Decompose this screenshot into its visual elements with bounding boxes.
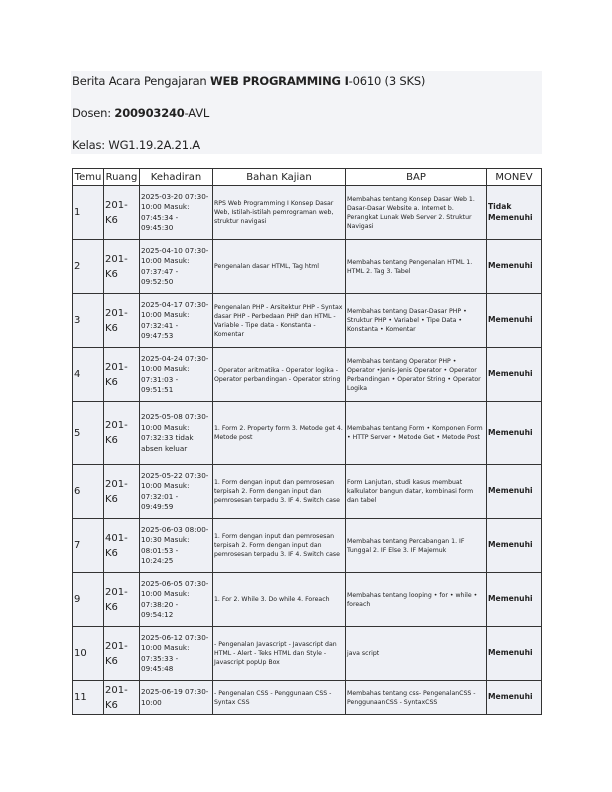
cell-monev: Memenuhi	[487, 627, 542, 681]
cell-bap: Membahas tentang Pengenalan HTML 1. HTML 2. Tag 3. Tabel	[346, 240, 487, 294]
table-row	[73, 519, 542, 573]
table-row	[73, 348, 542, 402]
cell-bahan-kajian: - Pengenalan Javascript - Javascript dan HTML - Alert - Teks HTML dan Style - Javascript popUp Box	[213, 627, 346, 681]
column-header-bahan-kajian: Bahan Kajian	[213, 169, 346, 186]
kelas-line: Kelas: WG1.19.2A.21.A	[72, 138, 200, 152]
cell-temu: 1	[73, 186, 104, 240]
dosen-label: Dosen:	[72, 106, 115, 120]
cell-temu: 3	[73, 294, 104, 348]
cell-monev: Memenuhi	[487, 294, 542, 348]
cell-bap: Membahas tentang looping • for • while • foreach	[346, 573, 487, 627]
cell-ruang: 201-K6	[104, 573, 140, 627]
cell-temu: 10	[73, 627, 104, 681]
cell-bap: java script	[346, 627, 487, 681]
cell-ruang: 201-K6	[104, 186, 140, 240]
cell-temu: 2	[73, 240, 104, 294]
cell-monev: Memenuhi	[487, 681, 542, 715]
cell-monev: Tidak Memenuhi	[487, 186, 542, 240]
course-suffix: -0610 (3 SKS)	[348, 74, 426, 88]
cell-kehadiran: 2025-05-08 07:30-10:00 Masuk: 07:32:33 tidak absen keluar	[140, 402, 213, 465]
cell-kehadiran: 2025-05-22 07:30-10:00 Masuk: 07:32:01 - 09:49:59	[140, 465, 213, 519]
page-title	[72, 74, 425, 88]
table-row	[73, 627, 542, 681]
cell-ruang: 201-K6	[104, 627, 140, 681]
cell-ruang: 201-K6	[104, 402, 140, 465]
cell-bahan-kajian: RPS Web Programming I Konsep Dasar Web, Istilah-istilah pemrograman web, struktur navigasi	[213, 186, 346, 240]
cell-bahan-kajian: 1. Form dengan input dan pemrosesan terpisah 2. Form dengan input dan pemrosesan terpadu 3. IF 4. Switch case	[213, 519, 346, 573]
cell-ruang: 201-K6	[104, 294, 140, 348]
column-header-kehadiran: Kehadiran	[140, 169, 213, 186]
dosen-suffix: -AVL	[184, 106, 210, 120]
attendance-table	[72, 168, 542, 715]
table-row	[73, 402, 542, 465]
table-row	[73, 573, 542, 627]
cell-temu: 6	[73, 465, 104, 519]
cell-bap: Membahas tentang Operator PHP • Operator •Jenis-Jenis Operator • Operator Perbandingan • Operator String • Operator Logika	[346, 348, 487, 402]
table-row	[73, 681, 542, 715]
column-header-monev: MONEV	[487, 169, 542, 186]
cell-monev: Memenuhi	[487, 402, 542, 465]
cell-kehadiran: 2025-06-12 07:30-10:00 Masuk: 07:35:33 - 09:45:48	[140, 627, 213, 681]
cell-ruang: 201-K6	[104, 681, 140, 715]
cell-kehadiran: 2025-06-19 07:30-10:00	[140, 681, 213, 715]
dosen-id: 200903240	[114, 106, 185, 120]
course-name: WEB PROGRAMMING I	[209, 74, 349, 88]
cell-bap: Membahas tentang Dasar-Dasar PHP • Struktur PHP • Variabel • Tipe Data • Konstanta • Komentar	[346, 294, 487, 348]
cell-ruang: 201-K6	[104, 240, 140, 294]
column-header-temu: Temu	[73, 169, 104, 186]
cell-kehadiran: 2025-04-10 07:30-10:00 Masuk: 07:37:47 - 09:52:50	[140, 240, 213, 294]
cell-monev: Memenuhi	[487, 240, 542, 294]
dosen-line	[72, 106, 209, 120]
cell-bap: Membahas tentang Percabangan 1. IF Tunggal 2. IF Else 3. IF Majemuk	[346, 519, 487, 573]
cell-bahan-kajian: Pengenalan dasar HTML, Tag html	[213, 240, 346, 294]
cell-monev: Memenuhi	[487, 573, 542, 627]
table-row	[73, 294, 542, 348]
cell-kehadiran: 2025-04-24 07:30-10:00 Masuk: 07:31:03 - 09:51:51	[140, 348, 213, 402]
cell-kehadiran: 2025-03-20 07:30-10:00 Masuk: 07:45:34 - 09:45:30	[140, 186, 213, 240]
cell-kehadiran: 2025-06-05 07:30-10:00 Masuk: 07:38:20 - 09:54:12	[140, 573, 213, 627]
table-row	[73, 186, 542, 240]
cell-bap: Form Lanjutan, studi kasus membuat kalkulator bangun datar, kombinasi form dan tabel	[346, 465, 487, 519]
cell-bahan-kajian: Pengenalan PHP - Arsitektur PHP - Syntax dasar PHP - Perbedaan PHP dan HTML - Variable - Tipe data - Konstanta -Komentar	[213, 294, 346, 348]
table-header-row	[73, 169, 542, 186]
cell-monev: Memenuhi	[487, 348, 542, 402]
cell-temu: 4	[73, 348, 104, 402]
cell-kehadiran: 2025-06-03 08:00-10:30 Masuk: 08:01:53 - 10:24:25	[140, 519, 213, 573]
cell-temu: 5	[73, 402, 104, 465]
title-prefix: Berita Acara Pengajaran	[72, 74, 210, 88]
cell-monev: Memenuhi	[487, 519, 542, 573]
cell-bahan-kajian: 1. Form 2. Property form 3. Metode get 4. Metode post	[213, 402, 346, 465]
cell-temu: 9	[73, 573, 104, 627]
cell-ruang: 201-K6	[104, 348, 140, 402]
cell-kehadiran: 2025-04-17 07:30-10:00 Masuk: 07:32:41 - 09:47:53	[140, 294, 213, 348]
cell-bahan-kajian: 1. Form dengan input dan pemrosesan terpisah 2. Form dengan input dan pemrosesan terpadu 3. IF 4. Switch case	[213, 465, 346, 519]
column-header-ruang: Ruang	[104, 169, 140, 186]
table-row	[73, 465, 542, 519]
cell-ruang: 201-K6	[104, 465, 140, 519]
cell-bahan-kajian: - Pengenalan CSS - Penggunaan CSS - Syntax CSS	[213, 681, 346, 715]
cell-bahan-kajian: - Operator aritmatika - Operator logika - Operator perbandingan - Operator string	[213, 348, 346, 402]
cell-bap: Membahas tentang Konsep Dasar Web 1. Dasar-Dasar Website a. Internet b. Perangkat Lunak Web Server 2. Struktur Navigasi	[346, 186, 487, 240]
cell-monev: Memenuhi	[487, 465, 542, 519]
column-header-bap: BAP	[346, 169, 487, 186]
cell-bap: Membahas tentang Form • Komponen Form • HTTP Server • Metode Get • Metode Post	[346, 402, 487, 465]
cell-temu: 11	[73, 681, 104, 715]
cell-ruang: 401-K6	[104, 519, 140, 573]
cell-bahan-kajian: 1. For 2. While 3. Do while 4. Foreach	[213, 573, 346, 627]
cell-temu: 7	[73, 519, 104, 573]
cell-bap: Membahas tentang css- PengenalanCSS - PenggunaanCSS - SyntaxCSS	[346, 681, 487, 715]
table-row	[73, 240, 542, 294]
